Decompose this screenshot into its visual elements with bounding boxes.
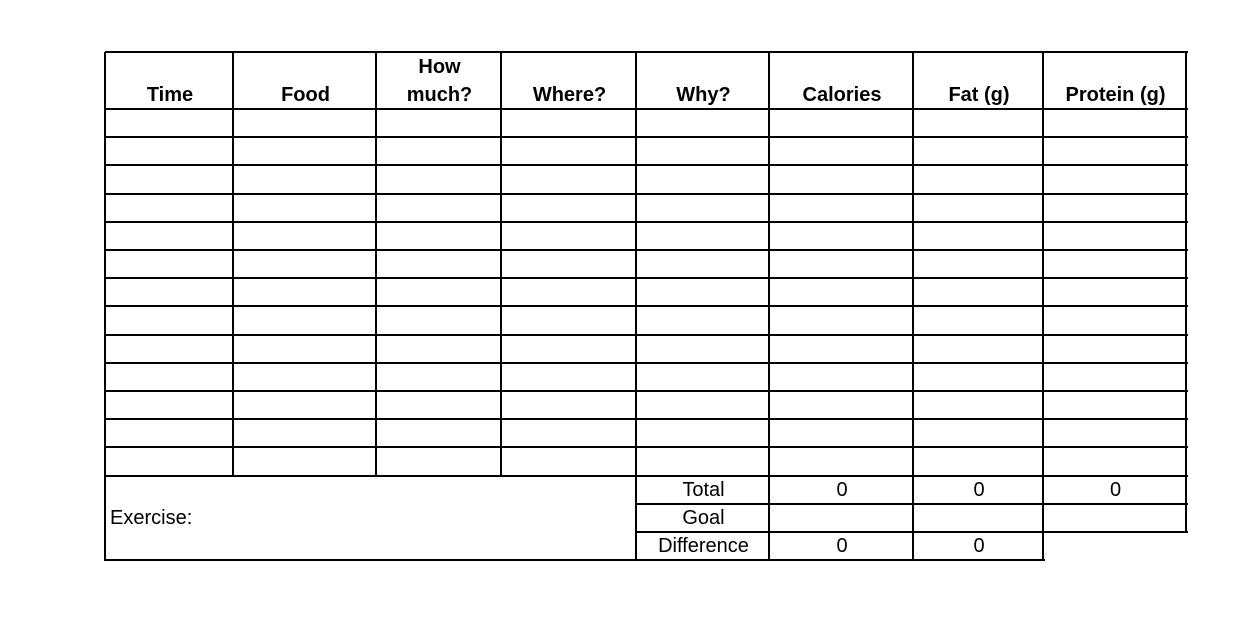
entry-cell[interactable] — [1043, 447, 1186, 475]
entry-cell[interactable] — [769, 137, 913, 165]
header-where: Where? — [532, 84, 607, 106]
header-protein: Protein (g) — [1065, 84, 1166, 106]
row-divider-line — [105, 249, 1188, 251]
entry-cell[interactable] — [769, 165, 913, 193]
difference-label: Difference — [658, 535, 749, 557]
entry-cell[interactable] — [105, 222, 233, 250]
entry-cell[interactable] — [376, 278, 501, 306]
entry-cell[interactable] — [769, 306, 913, 334]
entry-cell[interactable] — [105, 363, 233, 391]
entry-cell[interactable] — [376, 335, 501, 363]
goal-protein-value[interactable] — [1044, 504, 1187, 532]
column-divider-line — [1042, 52, 1044, 561]
row-divider-line — [105, 305, 1188, 307]
entry-cell[interactable] — [636, 306, 769, 334]
entry-cell[interactable] — [501, 194, 636, 222]
goal-label: Goal — [682, 507, 725, 529]
entry-cell[interactable] — [501, 335, 636, 363]
entry-cell[interactable] — [1043, 419, 1186, 447]
entry-cell[interactable] — [376, 165, 501, 193]
entry-cell[interactable] — [233, 306, 376, 334]
entry-cell[interactable] — [1043, 109, 1186, 137]
entry-cell[interactable] — [233, 222, 376, 250]
entry-cell[interactable] — [769, 278, 913, 306]
entry-cell[interactable] — [636, 222, 769, 250]
entry-cell[interactable] — [1043, 165, 1186, 193]
entry-cell[interactable] — [913, 363, 1043, 391]
entry-cell[interactable] — [636, 165, 769, 193]
entry-cell[interactable] — [636, 137, 769, 165]
entry-cell[interactable] — [913, 335, 1043, 363]
row-divider-line — [105, 390, 1188, 392]
entry-cell[interactable] — [105, 137, 233, 165]
entry-cell[interactable] — [636, 194, 769, 222]
row-divider-line — [105, 362, 1188, 364]
entry-cell[interactable] — [501, 165, 636, 193]
entry-cell[interactable] — [769, 109, 913, 137]
exercise-label: Exercise: — [110, 507, 193, 529]
entry-cell[interactable] — [913, 278, 1043, 306]
entry-cell[interactable] — [376, 363, 501, 391]
entry-cell[interactable] — [105, 391, 233, 419]
entry-cell[interactable] — [105, 109, 233, 137]
entry-cell[interactable] — [636, 447, 769, 475]
entry-cell[interactable] — [376, 137, 501, 165]
entry-cell[interactable] — [501, 306, 636, 334]
entry-cell[interactable] — [636, 109, 769, 137]
entry-cell[interactable] — [1043, 194, 1186, 222]
header-fat: Fat (g) — [948, 84, 1010, 106]
row-divider-line — [105, 193, 1188, 195]
entry-cell[interactable] — [913, 165, 1043, 193]
entry-cell[interactable] — [501, 278, 636, 306]
entry-cell[interactable] — [1043, 250, 1186, 278]
entry-cell[interactable] — [1043, 137, 1186, 165]
header-how-much-line1: How — [418, 56, 461, 78]
table-top-border — [105, 51, 1188, 53]
entry-cell[interactable] — [105, 447, 233, 475]
row-divider-line — [105, 418, 1188, 420]
entry-cell[interactable] — [105, 278, 233, 306]
entry-cell[interactable] — [233, 447, 376, 475]
entry-cell[interactable] — [376, 419, 501, 447]
total-protein-value[interactable]: 0 — [1109, 479, 1122, 501]
difference-fat-value[interactable]: 0 — [973, 535, 985, 557]
entry-cell[interactable] — [913, 419, 1043, 447]
entry-cell[interactable] — [376, 447, 501, 475]
entry-cell[interactable] — [913, 447, 1043, 475]
row-divider-line — [105, 221, 1188, 223]
table-bottom-border — [105, 559, 1045, 561]
entry-cell[interactable] — [376, 222, 501, 250]
difference-calories-value[interactable]: 0 — [836, 535, 848, 557]
row-divider-line — [105, 475, 1188, 477]
entry-cell[interactable] — [769, 194, 913, 222]
entry-cell[interactable] — [769, 419, 913, 447]
entry-cell[interactable] — [233, 335, 376, 363]
entry-cell[interactable] — [376, 250, 501, 278]
entry-cell[interactable] — [501, 137, 636, 165]
entry-cell[interactable] — [769, 222, 913, 250]
entry-cell[interactable] — [501, 250, 636, 278]
entry-cell[interactable] — [501, 109, 636, 137]
entry-cell[interactable] — [105, 250, 233, 278]
entry-cell[interactable] — [1043, 391, 1186, 419]
entry-cell[interactable] — [233, 278, 376, 306]
row-divider-line — [105, 164, 1188, 166]
entry-cell[interactable] — [769, 335, 913, 363]
row-divider-line — [105, 136, 1188, 138]
total-calories-value[interactable]: 0 — [836, 479, 848, 501]
row-divider-line — [105, 446, 1188, 448]
entry-cell[interactable] — [233, 391, 376, 419]
entry-cell[interactable] — [1043, 278, 1186, 306]
header-bottom-line — [105, 108, 1188, 110]
entry-cell[interactable] — [233, 363, 376, 391]
entry-cell[interactable] — [501, 447, 636, 475]
entry-cell[interactable] — [913, 391, 1043, 419]
entry-cell[interactable] — [913, 250, 1043, 278]
goal-calories-value[interactable] — [770, 504, 914, 532]
entry-cell[interactable] — [233, 250, 376, 278]
entry-cell[interactable] — [376, 306, 501, 334]
entry-cell[interactable] — [233, 419, 376, 447]
column-divider-line — [912, 52, 914, 561]
entry-cell[interactable] — [769, 250, 913, 278]
entry-cell[interactable] — [105, 194, 233, 222]
table-right-border — [1185, 52, 1187, 533]
header-how-much-line2: much? — [406, 84, 473, 106]
entry-cell[interactable] — [376, 194, 501, 222]
entry-cell[interactable] — [501, 363, 636, 391]
entry-cell[interactable] — [105, 306, 233, 334]
entry-cell[interactable] — [913, 109, 1043, 137]
entry-cell[interactable] — [913, 194, 1043, 222]
entry-cell[interactable] — [376, 109, 501, 137]
column-divider-line — [500, 52, 502, 477]
entry-cell[interactable] — [501, 419, 636, 447]
entry-cell[interactable] — [769, 363, 913, 391]
entry-cell[interactable] — [913, 306, 1043, 334]
total-fat-value[interactable]: 0 — [973, 479, 985, 501]
entry-cell[interactable] — [636, 419, 769, 447]
entry-cell[interactable] — [769, 447, 913, 475]
column-divider-line — [375, 52, 377, 477]
row-divider-line — [105, 277, 1188, 279]
entry-cell[interactable] — [913, 137, 1043, 165]
entry-cell[interactable] — [636, 250, 769, 278]
total-label: Total — [682, 479, 725, 501]
entry-cell[interactable] — [233, 109, 376, 137]
goal-fat-value[interactable] — [914, 504, 1044, 532]
column-divider-line — [635, 52, 637, 561]
entry-cell[interactable] — [1043, 306, 1186, 334]
header-food: Food — [281, 84, 330, 106]
row-divider-line — [105, 334, 1188, 336]
entry-cell[interactable] — [501, 391, 636, 419]
entry-cell[interactable] — [105, 419, 233, 447]
header-calories: Calories — [802, 84, 882, 106]
entry-cell[interactable] — [105, 335, 233, 363]
entry-cell[interactable] — [105, 165, 233, 193]
column-divider-line — [768, 52, 770, 561]
entry-cell[interactable] — [233, 165, 376, 193]
entry-cell[interactable] — [636, 391, 769, 419]
entry-cell[interactable] — [1043, 222, 1186, 250]
entry-cell[interactable] — [913, 222, 1043, 250]
entry-cell[interactable] — [501, 222, 636, 250]
header-why: Why? — [676, 84, 731, 106]
entry-cell[interactable] — [636, 278, 769, 306]
entry-cell[interactable] — [636, 335, 769, 363]
entry-cell[interactable] — [636, 363, 769, 391]
entry-cell[interactable] — [769, 391, 913, 419]
entry-cell[interactable] — [233, 137, 376, 165]
header-time: Time — [146, 84, 194, 106]
table-left-border — [104, 52, 106, 561]
entry-cell[interactable] — [1043, 363, 1186, 391]
entry-cell[interactable] — [1043, 335, 1186, 363]
column-divider-line — [232, 52, 234, 477]
entry-cell[interactable] — [376, 391, 501, 419]
entry-cell[interactable] — [233, 194, 376, 222]
